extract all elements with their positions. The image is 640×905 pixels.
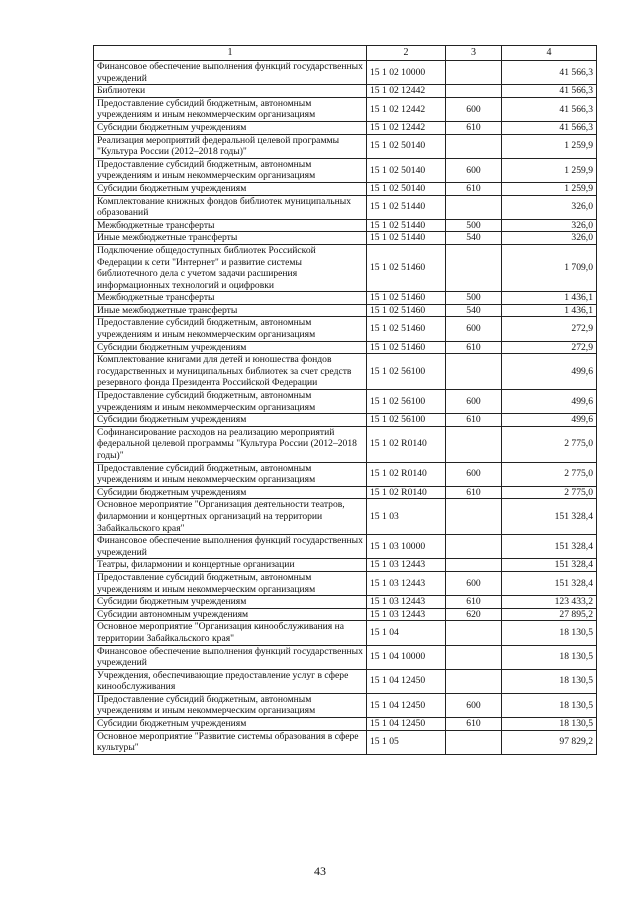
- cell-amount: 2 775,0: [502, 486, 597, 499]
- table-row: [94, 219, 597, 232]
- cell-amount: 18 130,5: [502, 693, 597, 717]
- cell-name: Основное мероприятие "Организация кинообслуживания на территории Забайкальского края": [94, 621, 367, 645]
- table-header-row: [94, 46, 597, 61]
- cell-name: Основное мероприятие "Развитие системы образования в сфере культуры": [94, 730, 367, 754]
- cell-code: 15 1 03 12443: [367, 608, 446, 621]
- cell-name: Иные межбюджетные трансферты: [94, 232, 367, 245]
- cell-name: Предоставление субсидий бюджетным, автономным учреждениям и иным некоммерческим организациям: [94, 693, 367, 717]
- cell-amount: 18 130,5: [502, 718, 597, 731]
- cell-type: [446, 195, 502, 219]
- cell-code: 15 1 02 12442: [367, 121, 446, 134]
- header-col-4: 4: [502, 46, 597, 61]
- cell-type: [446, 426, 502, 462]
- cell-name: Комплектование книжных фондов библиотек муниципальных образований: [94, 195, 367, 219]
- header-col-2: 2: [367, 46, 446, 61]
- cell-amount: 41 566,3: [502, 85, 597, 98]
- table-row: [94, 669, 597, 693]
- header-col-3: 3: [446, 46, 502, 61]
- table-row: [94, 621, 597, 645]
- cell-code: 15 1 02 56100: [367, 390, 446, 414]
- table-row: [94, 158, 597, 182]
- cell-name: Основное мероприятие "Организация деятельности театров, филармонии и концертных организаций на территории Забайкальского края": [94, 499, 367, 535]
- cell-code: 15 1 02 51440: [367, 232, 446, 245]
- cell-name: Субсидии бюджетным учреждениям: [94, 341, 367, 354]
- cell-amount: 123 433,2: [502, 596, 597, 609]
- cell-amount: 499,6: [502, 390, 597, 414]
- cell-type: [446, 61, 502, 85]
- table-row: [94, 304, 597, 317]
- cell-code: 15 1 03 12443: [367, 559, 446, 572]
- cell-name: Межбюджетные трансферты: [94, 292, 367, 305]
- table-row: [94, 608, 597, 621]
- cell-name: Субсидии бюджетным учреждениям: [94, 486, 367, 499]
- table-row: [94, 486, 597, 499]
- cell-amount: 41 566,3: [502, 121, 597, 134]
- cell-name: Субсидии автономным учреждениям: [94, 608, 367, 621]
- cell-code: 15 1 02 R0140: [367, 426, 446, 462]
- cell-type: [446, 134, 502, 158]
- cell-type: 610: [446, 182, 502, 195]
- cell-type: [446, 535, 502, 559]
- cell-type: 600: [446, 462, 502, 486]
- table-row: [94, 341, 597, 354]
- cell-type: 610: [446, 486, 502, 499]
- cell-type: [446, 354, 502, 390]
- budget-table: [93, 45, 597, 755]
- cell-amount: 1 436,1: [502, 292, 597, 305]
- cell-amount: 1 436,1: [502, 304, 597, 317]
- cell-amount: 326,0: [502, 219, 597, 232]
- cell-type: 540: [446, 304, 502, 317]
- table-row: [94, 596, 597, 609]
- cell-type: [446, 621, 502, 645]
- table-row: [94, 426, 597, 462]
- page-number: 43: [314, 864, 326, 878]
- cell-type: 600: [446, 317, 502, 341]
- table-row: [94, 292, 597, 305]
- cell-name: Реализация мероприятий федеральной целевой программы "Культура России (2012–2018 годы)": [94, 134, 367, 158]
- cell-name: Театры, филармонии и концертные организации: [94, 559, 367, 572]
- cell-code: 15 1 04 10000: [367, 645, 446, 669]
- cell-code: 15 1 04: [367, 621, 446, 645]
- table-row: [94, 499, 597, 535]
- cell-amount: 1 259,9: [502, 158, 597, 182]
- header-col-1: 1: [94, 46, 367, 61]
- cell-amount: 2 775,0: [502, 462, 597, 486]
- cell-amount: 272,9: [502, 341, 597, 354]
- cell-code: 15 1 02 56100: [367, 354, 446, 390]
- cell-code: 15 1 04 12450: [367, 669, 446, 693]
- cell-type: 610: [446, 596, 502, 609]
- cell-name: Подключение общедоступных библиотек Российской Федерации к сети "Интернет" и развитие системы библиотечного дела с учетом задачи расширения информационных технологий и оцифровки: [94, 244, 367, 291]
- cell-type: [446, 85, 502, 98]
- cell-code: 15 1 04 12450: [367, 718, 446, 731]
- cell-name: Субсидии бюджетным учреждениям: [94, 121, 367, 134]
- cell-type: [446, 499, 502, 535]
- cell-amount: 18 130,5: [502, 645, 597, 669]
- cell-name: Финансовое обеспечение выполнения функций государственных учреждений: [94, 645, 367, 669]
- table-row: [94, 718, 597, 731]
- cell-name: Финансовое обеспечение выполнения функций государственных учреждений: [94, 61, 367, 85]
- cell-name: Предоставление субсидий бюджетным, автономным учреждениям и иным некоммерческим организациям: [94, 462, 367, 486]
- cell-name: Библиотеки: [94, 85, 367, 98]
- cell-amount: 326,0: [502, 232, 597, 245]
- cell-name: Учреждения, обеспечивающие предоставление услуг в сфере кинообслуживания: [94, 669, 367, 693]
- cell-code: 15 1 03 12443: [367, 571, 446, 595]
- cell-type: 500: [446, 219, 502, 232]
- cell-code: 15 1 02 51460: [367, 292, 446, 305]
- budget-table-body: [94, 46, 597, 755]
- cell-type: 540: [446, 232, 502, 245]
- cell-code: 15 1 02 50140: [367, 158, 446, 182]
- table-row: [94, 85, 597, 98]
- cell-name: Комплектование книгами для детей и юношества фондов государственных и муниципальных библиотек за счет средств резервного фонда Президента Российской Федерации: [94, 354, 367, 390]
- cell-type: 610: [446, 718, 502, 731]
- cell-amount: 18 130,5: [502, 621, 597, 645]
- cell-amount: 18 130,5: [502, 669, 597, 693]
- cell-code: 15 1 03 12443: [367, 596, 446, 609]
- table-row: [94, 693, 597, 717]
- cell-name: Иные межбюджетные трансферты: [94, 304, 367, 317]
- cell-name: Межбюджетные трансферты: [94, 219, 367, 232]
- cell-type: 610: [446, 414, 502, 427]
- cell-amount: 97 829,2: [502, 730, 597, 754]
- cell-code: 15 1 05: [367, 730, 446, 754]
- cell-amount: 499,6: [502, 354, 597, 390]
- cell-type: 600: [446, 390, 502, 414]
- cell-amount: 1 259,9: [502, 134, 597, 158]
- cell-name: Субсидии бюджетным учреждениям: [94, 596, 367, 609]
- table-row: [94, 232, 597, 245]
- cell-name: Предоставление субсидий бюджетным, автономным учреждениям и иным некоммерческим организациям: [94, 390, 367, 414]
- table-row: [94, 571, 597, 595]
- cell-code: 15 1 02 51460: [367, 244, 446, 291]
- table-row: [94, 317, 597, 341]
- cell-code: 15 1 02 56100: [367, 414, 446, 427]
- cell-amount: 151 328,4: [502, 499, 597, 535]
- cell-amount: 151 328,4: [502, 571, 597, 595]
- cell-type: 600: [446, 158, 502, 182]
- cell-code: 15 1 02 10000: [367, 61, 446, 85]
- cell-code: 15 1 02 51460: [367, 304, 446, 317]
- cell-code: 15 1 02 R0140: [367, 486, 446, 499]
- table-row: [94, 244, 597, 291]
- table-row: [94, 535, 597, 559]
- cell-name: Субсидии бюджетным учреждениям: [94, 414, 367, 427]
- table-row: [94, 730, 597, 754]
- cell-amount: 151 328,4: [502, 535, 597, 559]
- cell-code: 15 1 03: [367, 499, 446, 535]
- table-row: [94, 414, 597, 427]
- cell-amount: 1 709,0: [502, 244, 597, 291]
- table-row: [94, 97, 597, 121]
- cell-type: 620: [446, 608, 502, 621]
- cell-name: Предоставление субсидий бюджетным, автономным учреждениям и иным некоммерческим организациям: [94, 97, 367, 121]
- cell-code: 15 1 02 R0140: [367, 462, 446, 486]
- cell-type: 600: [446, 97, 502, 121]
- cell-amount: 499,6: [502, 414, 597, 427]
- cell-type: [446, 730, 502, 754]
- cell-type: 500: [446, 292, 502, 305]
- cell-type: 600: [446, 571, 502, 595]
- cell-code: 15 1 02 51460: [367, 317, 446, 341]
- cell-code: 15 1 02 51440: [367, 219, 446, 232]
- table-row: [94, 182, 597, 195]
- cell-type: [446, 559, 502, 572]
- cell-name: Софинансирование расходов на реализацию мероприятий федеральной целевой программы "Культура России (2012–2018 годы)": [94, 426, 367, 462]
- cell-code: 15 1 02 50140: [367, 182, 446, 195]
- table-row: [94, 121, 597, 134]
- cell-amount: 41 566,3: [502, 97, 597, 121]
- table-row: [94, 134, 597, 158]
- cell-code: 15 1 04 12450: [367, 693, 446, 717]
- cell-amount: 326,0: [502, 195, 597, 219]
- cell-amount: 1 259,9: [502, 182, 597, 195]
- table-row: [94, 195, 597, 219]
- cell-code: 15 1 02 12442: [367, 97, 446, 121]
- cell-type: [446, 669, 502, 693]
- cell-name: Предоставление субсидий бюджетным, автономным учреждениям и иным некоммерческим организациям: [94, 571, 367, 595]
- cell-name: Субсидии бюджетным учреждениям: [94, 718, 367, 731]
- table-row: [94, 462, 597, 486]
- cell-type: [446, 244, 502, 291]
- cell-type: [446, 645, 502, 669]
- table-row: [94, 559, 597, 572]
- cell-code: 15 1 02 51440: [367, 195, 446, 219]
- cell-name: Предоставление субсидий бюджетным, автономным учреждениям и иным некоммерческим организациям: [94, 158, 367, 182]
- cell-name: Предоставление субсидий бюджетным, автономным учреждениям и иным некоммерческим организациям: [94, 317, 367, 341]
- table-row: [94, 354, 597, 390]
- cell-type: 610: [446, 121, 502, 134]
- cell-code: 15 1 03 10000: [367, 535, 446, 559]
- cell-code: 15 1 02 12442: [367, 85, 446, 98]
- cell-type: 610: [446, 341, 502, 354]
- table-row: [94, 645, 597, 669]
- cell-amount: 2 775,0: [502, 426, 597, 462]
- cell-name: Финансовое обеспечение выполнения функций государственных учреждений: [94, 535, 367, 559]
- table-row: [94, 61, 597, 85]
- cell-amount: 151 328,4: [502, 559, 597, 572]
- cell-name: Субсидии бюджетным учреждениям: [94, 182, 367, 195]
- table-row: [94, 390, 597, 414]
- cell-type: 600: [446, 693, 502, 717]
- cell-amount: 27 895,2: [502, 608, 597, 621]
- cell-amount: 272,9: [502, 317, 597, 341]
- cell-code: 15 1 02 50140: [367, 134, 446, 158]
- cell-code: 15 1 02 51460: [367, 341, 446, 354]
- cell-amount: 41 566,3: [502, 61, 597, 85]
